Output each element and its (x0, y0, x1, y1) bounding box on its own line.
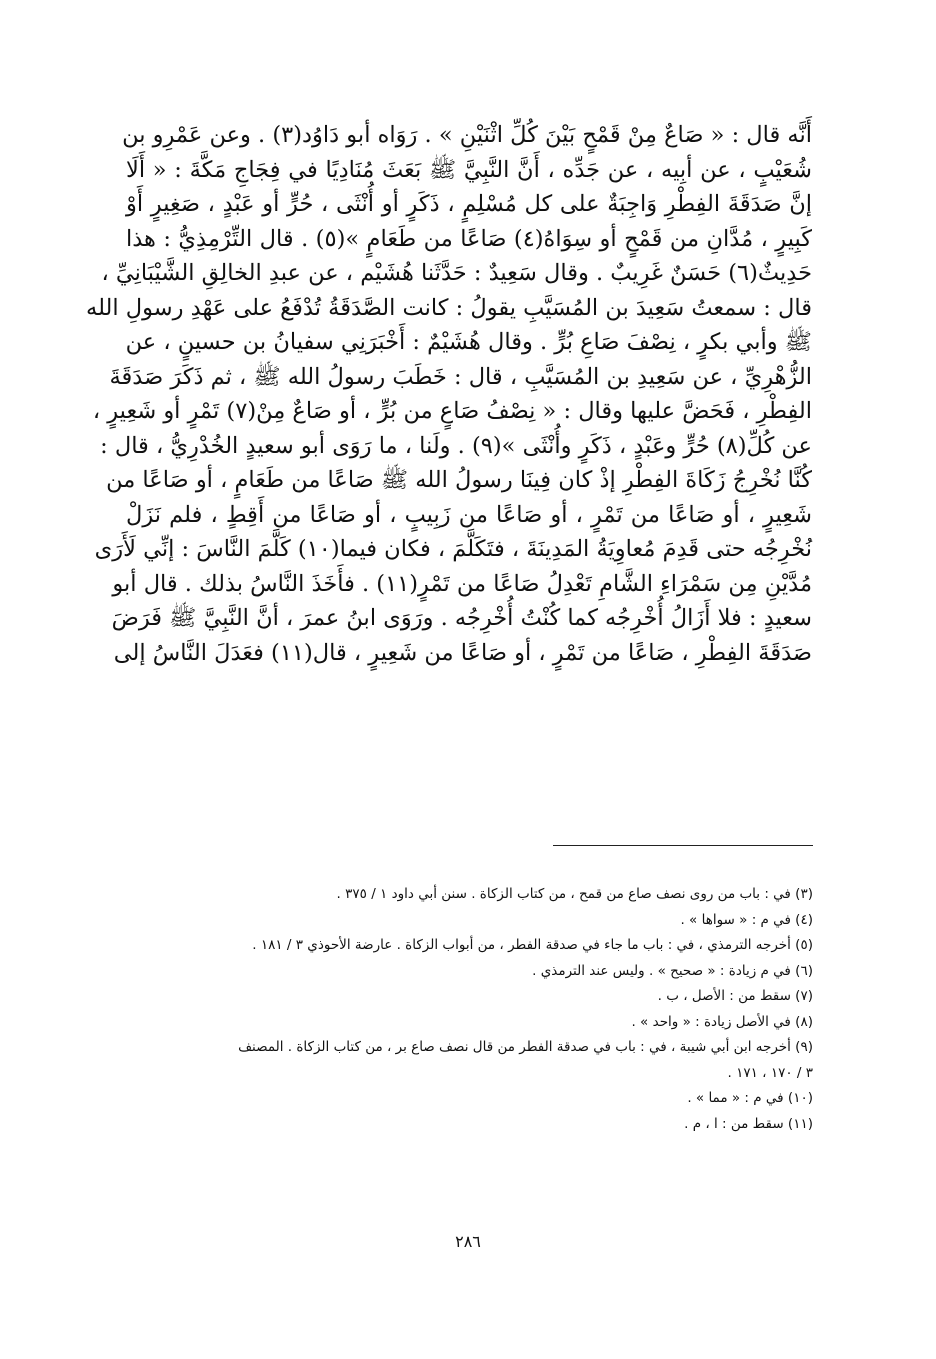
text-line: شُعَيْبٍ ، عن أبِيه ، عن جَدِّه ، أَنَّ النَّبِيَّ ﷺ بَعَثَ مُنَادِيًا في فِجَاجِ مَكَّةَ : « أَلَا (126, 156, 812, 183)
text-line: كَبِيرٍ ، مُدَّانِ من قَمْحٍ أو سِوَاهُ(٤) صَاعًا من طَعَامٍ »(٥) . قال التِّرْمِذِيُّ : هذا (126, 225, 812, 252)
text-line: قال : سمعتُ سَعِيدَ بن المُسَيَّبِ يقولُ : كانت الصَّدَقَةُ تُدْفَعُ على عَهْدِ رسولِ الله (86, 294, 812, 321)
footnote-line: (٧) سقط من : الأصل ، ب . (657, 988, 813, 1004)
text-line: الفِطْرِ ، فَحَضَّ عليها وقال : « نِصْفُ صَاعٍ من بُرٍّ ، أو صَاعٌ مِنْ(٧) تَمْرٍ أو شَعِيرٍ ، (92, 398, 812, 424)
footnote-line: (٨) في الأصل زيادة : « واحد » . (631, 1013, 813, 1030)
footnote-line: (٩) أخرجه ابن أبي شيبة ، في : باب في صدقة الفطر من قال نصف صاع بر ، من كتاب الزكاة . المصنف (238, 1039, 813, 1055)
footnote-line: ٣ / ١٧٠ ، ١٧١ . (727, 1064, 813, 1081)
footnote-line: (٣) في : باب من روى نصف صاع من قمح ، من كتاب الزكاة . سنن أبي داود ١ / ٣٧٥ . (336, 886, 813, 902)
footnote-line: (٦) في م زيادة : « صحيح » . وليس عند الترمذي . (532, 962, 813, 979)
footnote-divider (553, 845, 813, 846)
main-text-block (86, 118, 812, 670)
footnote-line: (١٠) في م : « مما » . (687, 1090, 813, 1106)
text-line: إنَّ صَدَقَةَ الفِطْرِ وَاجِبَةٌ على كل مُسْلِمٍ ، ذَكَرٍ أو أُنْثَى ، حُرٍّ أو عَبْدٍ ، صَغِيرٍ أَوْ (126, 191, 812, 217)
text-line: أَنَّه قال : « صَاعٌ مِنْ قَمْحٍ بَيْنَ كُلِّ اثْنَيْنِ » . رَوَاه أبو دَاوُد(٣) . وعن عَمْرِو بن (122, 122, 812, 148)
text-line: صَدَقَةَ الفِطْرِ ، صَاعًا من تَمْرٍ ، أو صَاعًا من شَعِيرٍ ، قال(١١) فعَدَلَ النَّاسُ إلى (113, 639, 812, 666)
text-line: نُخْرِجُه حتى قَدِمَ مُعاوِيَةُ المَدِينَةَ ، فتَكَلَّمَ ، فكان فيما(١٠) كَلَّمَ النَّاسَ : إنِّي لَأَرَى (94, 536, 812, 562)
page-number: ٢٨٦ (455, 1232, 481, 1251)
text-line: عن كُلِّ(٨) حُرٍّ وعَبْدٍ ، ذَكَرٍ وأُنْثَى »(٩) . ولَنا ، ما رَوَى أبو سعيدٍ الخُدْرِيُّ ، قال : (100, 432, 812, 459)
footnote-line: (١١) سقط من : ا ، م . (684, 1115, 813, 1132)
footnote-line: (٥) أخرجه الترمذي ، في : باب ما جاء في صدقة الفطر ، من أبواب الزكاة . عارضة الأحوذي ٣ / ١٨١ . (252, 937, 813, 953)
text-line: شَعِيرٍ ، أو صَاعًا من تَمْرٍ ، أو صَاعًا من زَبِيبٍ ، أو صَاعًا من أَقِطٍ ، فلم نَزَلْ (126, 501, 812, 528)
text-line: ﷺ وأبي بكرٍ ، نِصْفَ صَاعِ بُرٍّ . وقال هُشَيْمٌ : أَخْبَرَنِي سفيانُ بن حسينٍ ، عن (125, 329, 812, 355)
footnote-line: (٤) في م : « سواها » . (680, 911, 813, 928)
text-line: سعيدٍ : فلا أَزَالُ أُخْرِجُه كما كُنْتُ أُخْرِجُه . ورَوَى ابنُ عمرَ ، أنَّ النَّبِيَّ ﷺ فَرَضَ (111, 605, 812, 631)
text-line: كُنَّا نُخْرِجُ زَكَاةَ الفِطْرِ إذْ كان فِينَا رسولُ الله ﷺ صَاعًا من طَعَامٍ ، أو صَاعًا من (106, 467, 812, 493)
text-line: الزُّهْرِيِّ ، عن سَعِيدِ بن المُسَيَّبِ ، قال : خَطَبَ رسولُ الله ﷺ ، ثم ذَكَرَ صَدَقَةَ (109, 363, 812, 390)
footnotes-block (123, 882, 813, 1137)
text-line: مُدَّيْنِ مِن سَمْرَاءِ الشَّامِ تَعْدِلُ صَاعًا من تَمْرٍ(١١) . فأَخَذَ النَّاسُ بذلك . قال أبو (112, 570, 812, 597)
text-line: حَدِيثٌ(٦) حَسَنٌ غَرِيبٌ . وقال سَعِيدٌ : حَدَّثَنا هُشَيْم ، عن عبدِ الخالِقِ الشَّيْبَانِيِّ ، (101, 260, 812, 286)
